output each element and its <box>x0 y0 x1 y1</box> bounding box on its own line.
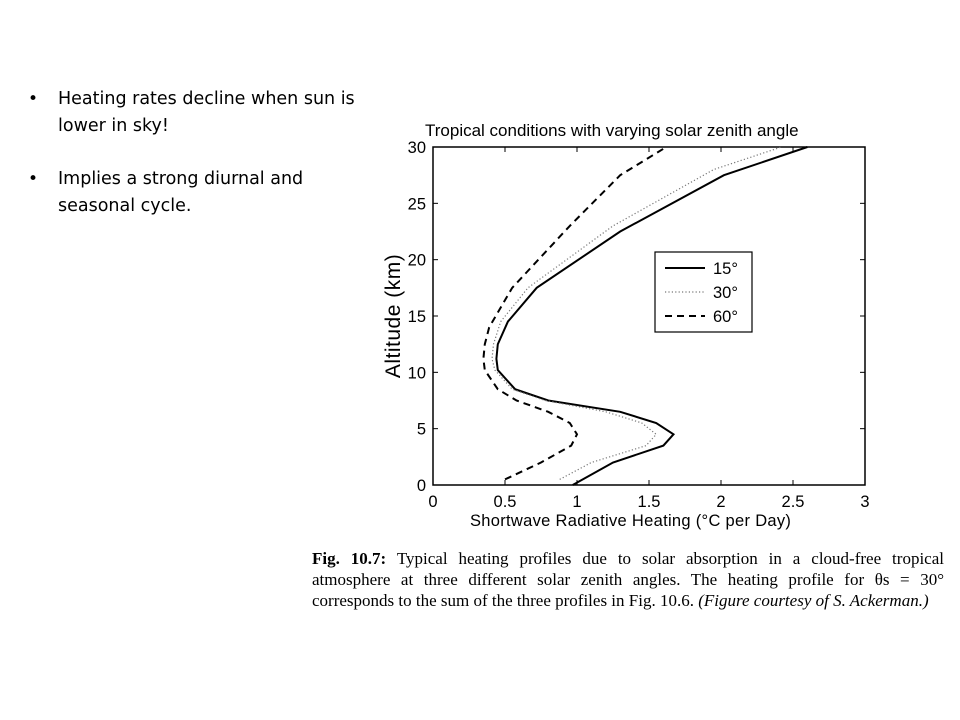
bullet-item: • Implies a strong diurnal and seasonal cycle. <box>28 166 373 220</box>
series-line <box>496 147 807 485</box>
legend <box>655 252 752 332</box>
caption-credit: (Figure courtesy of S. Ackerman.) <box>698 591 929 610</box>
bullet-list <box>28 86 373 246</box>
x-tick-label: 1 <box>572 493 582 511</box>
x-tick-label: 0.5 <box>493 493 517 511</box>
x-tick-label: 0 <box>428 493 438 511</box>
x-axis-label: Shortwave Radiative Heating (°C per Day) <box>470 512 792 530</box>
y-tick-label: 15 <box>407 308 426 326</box>
x-tick-label: 3 <box>860 493 870 511</box>
y-axis-label: Altitude (km) <box>382 253 405 379</box>
heating-profile-chart <box>370 110 880 535</box>
y-tick-label: 5 <box>416 420 426 439</box>
x-tick-label: 2 <box>716 493 726 511</box>
chart-title: Tropical conditions with varying solar zenith angle <box>425 121 799 140</box>
caption-label: Fig. 10.7: <box>312 549 387 568</box>
caption-text: Typical heating profiles due to solar absorption in a cloud-free tropical atmosphere at three different solar zenith angles. The heating profile for θs = 30° corresponds to the sum of the three profiles in Fig. 10.6. <box>312 549 944 610</box>
y-tick-labels <box>408 139 426 495</box>
legend-label: 15° <box>713 260 738 278</box>
axes <box>433 147 865 485</box>
x-tick-label: 1.5 <box>637 493 661 511</box>
series-line <box>483 147 666 479</box>
y-tick-label: 30 <box>407 139 426 157</box>
x-tick-label: 2.5 <box>781 493 805 511</box>
y-tick-label: 10 <box>407 364 426 383</box>
y-tick-label: 25 <box>407 195 426 214</box>
figure-caption <box>312 548 944 611</box>
series-lines <box>483 147 807 485</box>
x-tick-labels <box>428 493 869 511</box>
plot-frame <box>433 147 865 485</box>
legend-label: 60° <box>713 308 738 326</box>
bullet-item: • Heating rates decline when sun is lower in sky! <box>28 86 373 140</box>
legend-label: 30° <box>713 284 738 302</box>
y-tick-label: 0 <box>416 477 426 495</box>
y-tick-label: 20 <box>407 251 426 270</box>
